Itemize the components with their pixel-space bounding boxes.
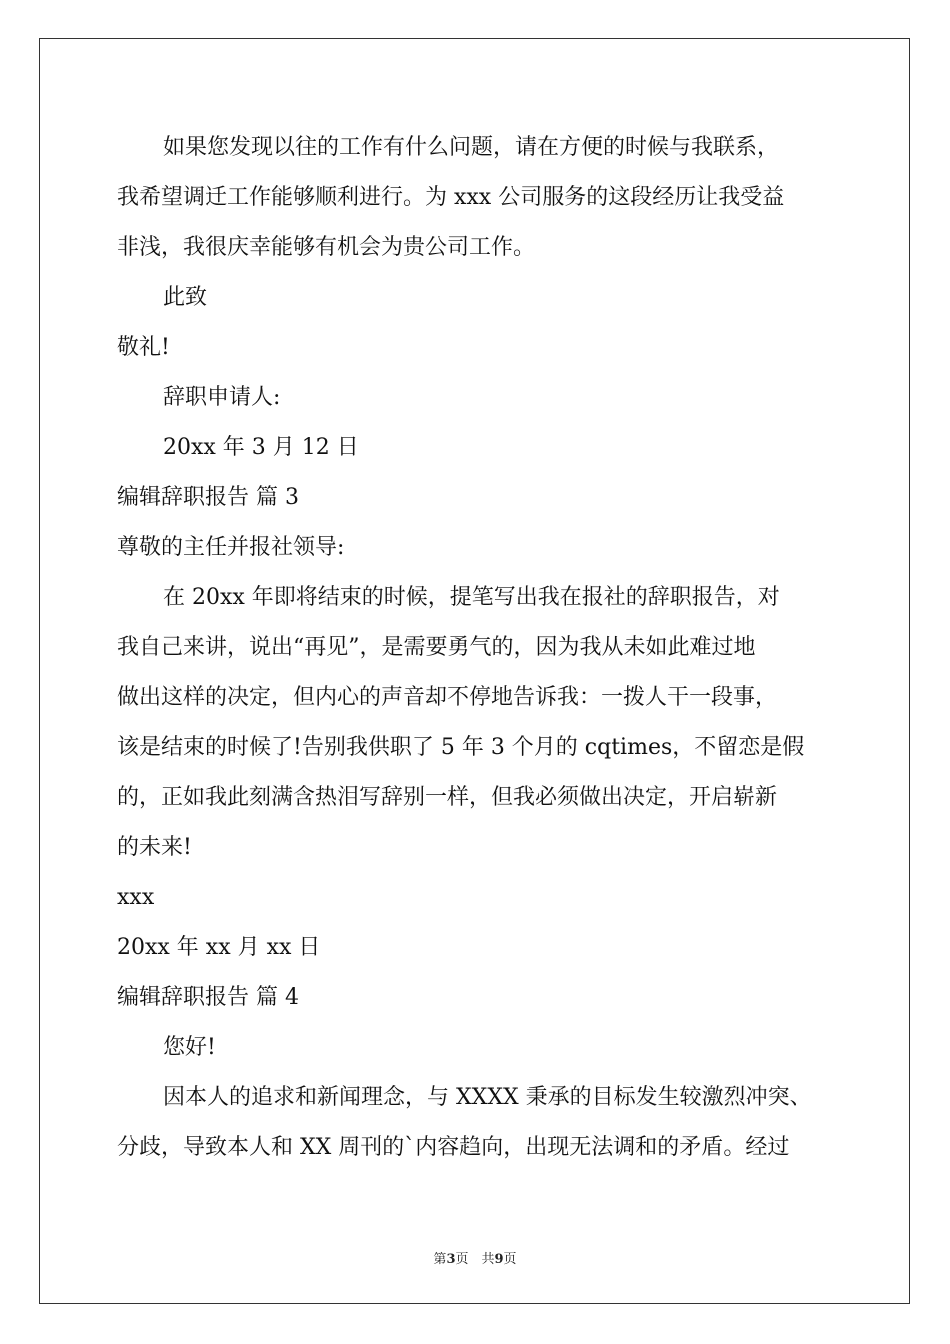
body-line: 的未来! (117, 835, 192, 860)
footer-mid: 页 共 (455, 1252, 495, 1267)
section-heading: 编辑辞职报告 篇 3 (117, 485, 299, 510)
date-line: 20xx 年 3 月 12 日 (163, 435, 359, 460)
body-line: 分歧，导致本人和 XX 周刊的`内容趋向，出现无法调和的矛盾。经过 (117, 1135, 790, 1160)
body-line: 的，正如我此刻满含热泪写辞别一样，但我必须做出决定，开启崭新 (117, 785, 778, 810)
salutation: 尊敬的主任并报社领导: (117, 535, 345, 560)
body-line: 该是结束的时候了!告别我供职了 5 年 3 个月的 cqtimes，不留恋是假 (117, 735, 805, 760)
footer-prefix: 第 (433, 1252, 447, 1267)
salutation: 您好! (163, 1035, 216, 1060)
closing-line: 敬礼! (117, 335, 170, 360)
signature-name: xxx (117, 885, 155, 910)
page-border (39, 38, 910, 1304)
body-line: 做出这样的决定，但内心的声音却不停地告诉我：一拨人干一段事， (117, 685, 778, 710)
current-page-number: 3 (446, 1252, 456, 1267)
signature-label: 辞职申请人: (163, 385, 281, 410)
body-line: 我希望调迁工作能够顺利进行。为 xxx 公司服务的这段经历让我受益 (117, 185, 785, 210)
body-line: 如果您发现以往的工作有什么问题，请在方便的时候与我联系， (163, 135, 780, 160)
body-line: 非浅，我很庆幸能够有机会为贵公司工作。 (117, 235, 536, 260)
total-pages-number: 9 (494, 1252, 504, 1267)
section-heading: 编辑辞职报告 篇 4 (117, 985, 299, 1010)
footer-suffix: 页 (503, 1252, 517, 1267)
date-line: 20xx 年 xx 月 xx 日 (117, 935, 321, 960)
body-line: 在 20xx 年即将结束的时候，提笔写出我在报社的辞职报告，对 (163, 585, 780, 610)
page-footer (0, 1248, 950, 1267)
closing-line: 此致 (163, 285, 208, 310)
body-line: 我自己来讲，说出“再见”，是需要勇气的，因为我从未如此难过地 (117, 635, 756, 660)
body-line: 因本人的追求和新闻理念，与 XXXX 秉承的目标发生较激烈冲突、 (163, 1085, 812, 1110)
